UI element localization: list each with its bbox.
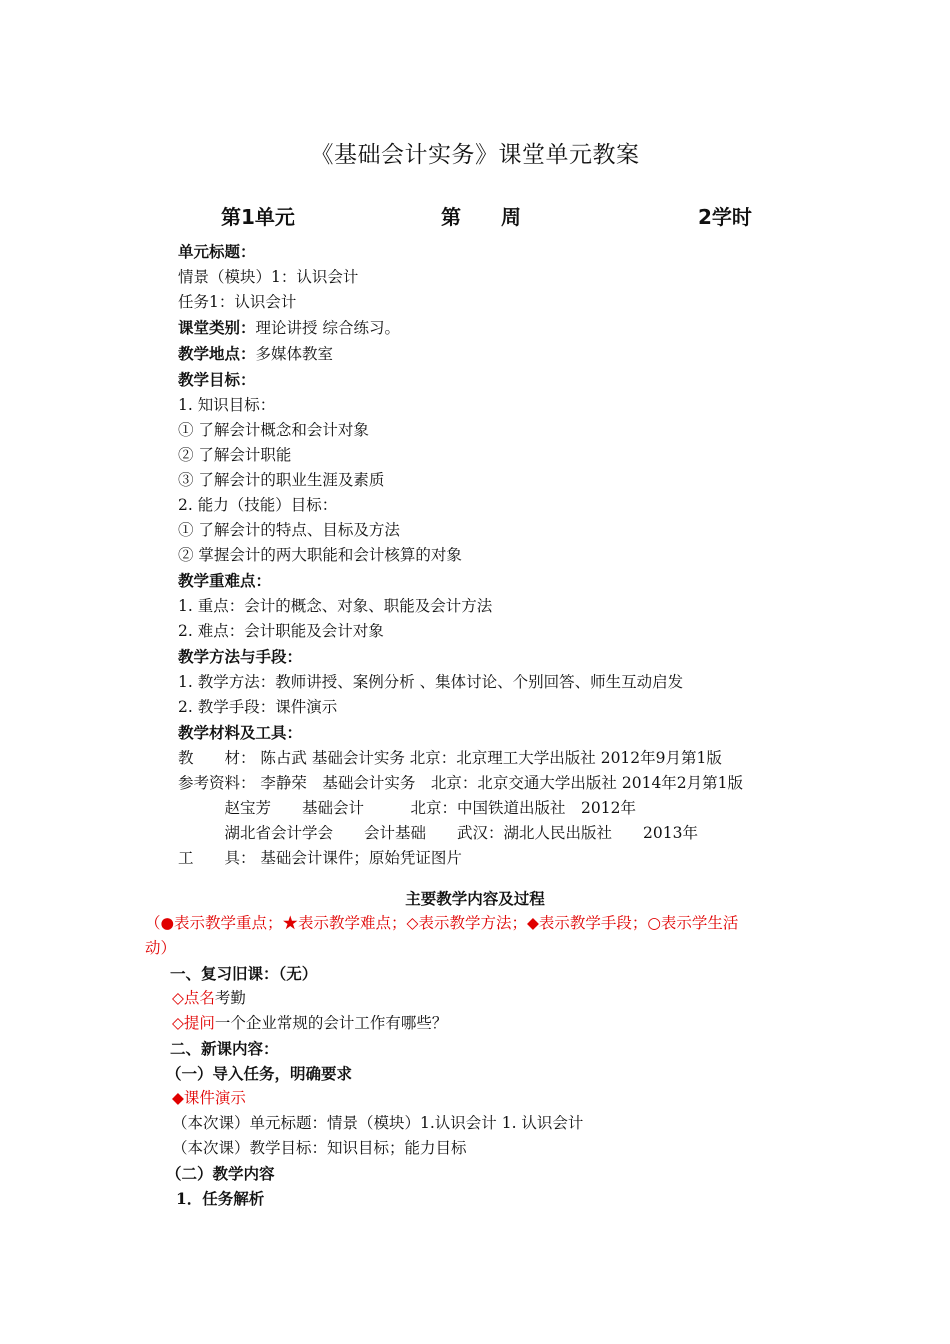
info-text: 情景（模块）1：认识会计 [178,268,359,286]
new-lesson-heading: 二、新课内容： [170,1039,279,1058]
review-item-question [172,1011,447,1036]
info-text: 1. 教学方法：教师讲授、案例分析 、集体讨论、个别回答、师生互动启发 [178,673,684,691]
lesson-info-block [178,239,743,871]
info-line [178,670,743,695]
info-line [178,695,743,720]
info-line [178,846,743,871]
info-label: 课堂类别： [178,318,256,337]
info-line [178,315,743,341]
info-text: 湖北省会计学会 会计基础 武汉：湖北人民出版社 2013年 [178,824,698,842]
info-label: 教学目标： [178,370,256,389]
lesson-unit-title: （本次课）单元标题：情景（模块）1.认识会计 1. 认识会计 [172,1114,584,1132]
info-line [178,239,743,265]
info-text: ① 了解会计概念和会计对象 [178,421,369,439]
info-line [178,594,743,619]
teaching-tool-marker: ◆课件演示 [172,1089,246,1107]
info-line [178,265,743,290]
symbol-legend-line1: （●表示教学重点；★表示教学难点；◇表示教学方法；◆表示教学手段；○表示学生活 [145,914,739,932]
info-line [178,367,743,393]
info-label: 教学重难点： [178,571,272,590]
review-heading: 一、复习旧课：（无） [170,964,318,983]
info-line [178,796,743,821]
review-item-roll-call [172,986,246,1011]
info-line [178,619,743,644]
method-marker: ◇点名 [172,989,215,1007]
info-text: ① 了解会计的特点、目标及方法 [178,521,400,539]
info-text: 理论讲授 综合练习。 [255,319,400,337]
class-hours: 2学时 [698,205,752,229]
info-text: ② 掌握会计的两大职能和会计核算的对象 [178,546,462,564]
info-line [178,341,743,367]
document-title: 《基础会计实务》课堂单元教案 [310,142,640,168]
new-lesson-sub2: （二）教学内容 [166,1164,275,1183]
info-line [178,644,743,670]
review-item-text: 考勤 [214,989,246,1007]
info-text: 2. 教学手段：课件演示 [178,698,338,716]
info-text: ③ 了解会计的职业生涯及素质 [178,471,385,489]
info-label: 教学地点： [178,344,256,363]
symbol-legend-line2: 动） [145,939,177,957]
info-text: 任务1：认识会计 [178,293,297,311]
info-label: 单元标题： [178,242,256,261]
info-text: 参考资料： 李静荣 基础会计实务 北京：北京交通大学出版社 2014年2月第1版 [178,774,744,792]
info-line [178,443,743,468]
lesson-objectives: （本次课）教学目标：知识目标；能力目标 [172,1139,467,1157]
info-text: 2. 难点：会计职能及会计对象 [178,622,384,640]
info-line [178,568,743,594]
week-label: 第 周 [441,205,521,229]
info-line [178,468,743,493]
info-text: 工 具： 基础会计课件；原始凭证图片 [178,849,462,867]
info-line [178,543,743,568]
info-line [178,393,743,418]
info-line [178,746,743,771]
method-marker: ◇提问 [172,1014,215,1032]
info-text: 1. 知识目标： [178,396,276,414]
info-line [178,518,743,543]
info-text: ② 了解会计职能 [178,446,292,464]
section-heading: 主要教学内容及过程 [405,889,545,908]
info-line [178,720,743,746]
info-text: 多媒体教室 [255,345,334,363]
info-line [178,290,743,315]
info-line [178,771,743,796]
info-text: 教 材： 陈占武 基础会计实务 北京：北京理工大学出版社 2012年9月第1版 [178,749,722,767]
info-label: 教学材料及工具： [178,723,303,742]
info-line [178,493,743,518]
review-item-text: 一个企业常规的会计工作有哪些？ [214,1014,448,1032]
info-line [178,418,743,443]
info-text: 赵宝芳 基础会计 北京：中国铁道出版社 2012年 [178,799,636,817]
new-lesson-sub1: （一）导入任务，明确要求 [166,1064,353,1083]
new-lesson-sub3: 1．任务解析 [176,1189,265,1208]
unit-number: 第1单元 [221,205,295,229]
info-label: 教学方法与手段： [178,647,303,666]
info-text: 1. 重点：会计的概念、对象、职能及会计方法 [178,597,493,615]
info-text: 2. 能力（技能）目标： [178,496,338,514]
info-line [178,821,743,846]
